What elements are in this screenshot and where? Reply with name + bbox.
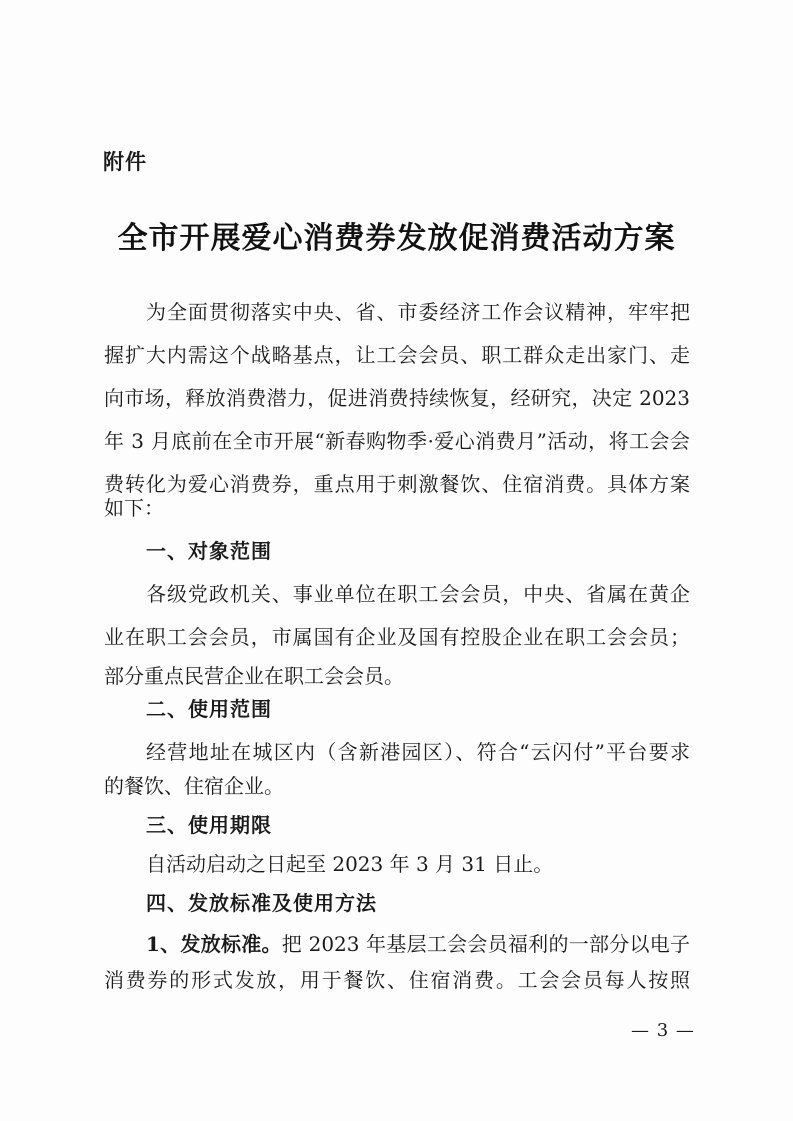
paragraph-line: 消费券的形式发放，用于餐饮、住宿消费。工会会员每人按照 xyxy=(104,968,690,992)
paragraph-line: 自活动启动之日起至 2023 年 3 月 31 日止。 xyxy=(146,852,554,876)
section-heading: 一、对象范围 xyxy=(146,539,272,563)
paragraph-line: 的餐饮、住宿企业。 xyxy=(104,774,284,798)
page-number: — 3 — xyxy=(631,1020,695,1041)
paragraph-line: 年 3 月底前在全市开展“新春购物季·爱心消费月”活动，将工会会 xyxy=(104,429,690,453)
item-lead: 1、发放标准。 xyxy=(146,932,282,956)
paragraph-line: 向市场，释放消费潜力，促进消费持续恢复，经研究，决定 2023 xyxy=(104,386,690,410)
paragraph-line: 握扩大内需这个战略基点，让工会会员、职工群众走出家门、走 xyxy=(104,343,690,367)
paragraph-line: 部分重点民营企业在职工会会员。 xyxy=(104,664,404,688)
paragraph-line: 经营地址在城区内（含新港园区）、符合“云闪付”平台要求 xyxy=(146,740,690,764)
section-heading: 三、使用期限 xyxy=(146,813,272,837)
paragraph-line: 各级党政机关、事业单位在职工会会员，中央、省属在黄企 xyxy=(146,582,690,606)
paragraph-line: 业在职工会会员，市属国有企业及国有控股企业在职工会会员； xyxy=(104,625,690,649)
item-text: 把 2023 年基层工会会员福利的一部分以电子 xyxy=(281,932,690,956)
paragraph-line: 费转化为爱心消费券，重点用于刺激餐饮、住宿消费。具体方案 xyxy=(104,472,690,496)
page-title: 全市开展爱心消费券发放促消费活动方案 xyxy=(117,221,676,256)
section-heading: 四、发放标准及使用方法 xyxy=(146,891,377,915)
paragraph-line xyxy=(104,932,690,956)
paragraph-line: 为全面贯彻落实中央、省、市委经济工作会议精神，牢牢把 xyxy=(146,300,690,324)
section-heading: 二、使用范围 xyxy=(146,697,272,721)
paragraph-line: 如下： xyxy=(104,496,164,520)
attachment-label: 附件 xyxy=(103,150,147,174)
